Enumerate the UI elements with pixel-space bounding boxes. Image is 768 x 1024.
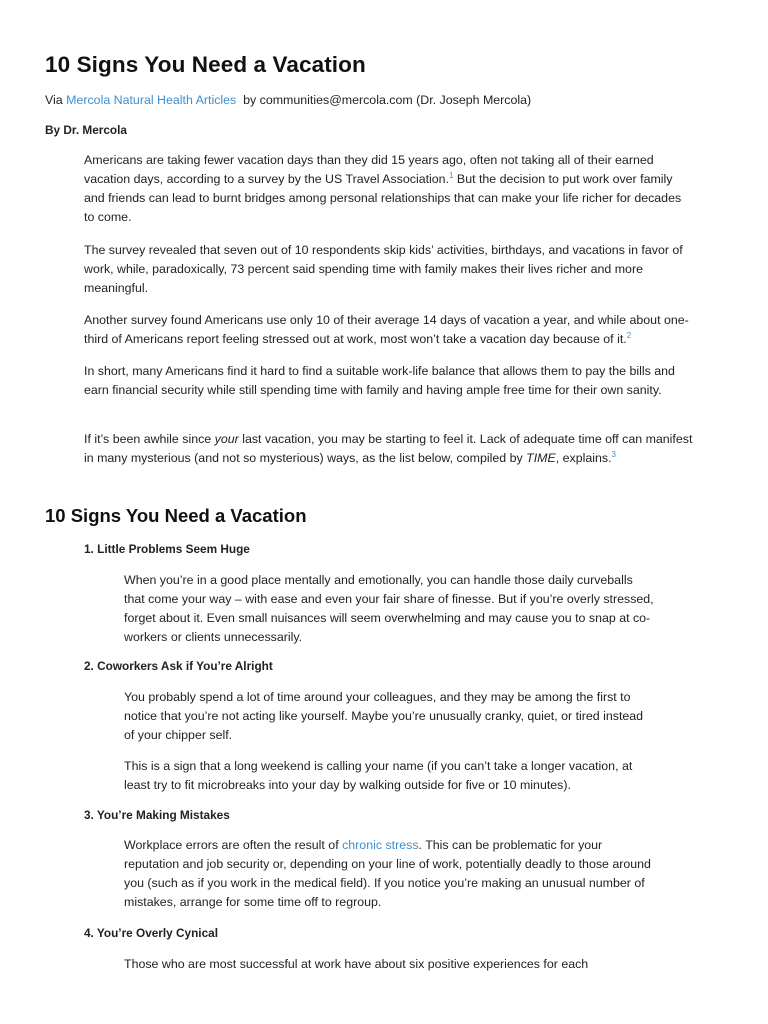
time-magazine-name: TIME [526,451,556,465]
footnote-ref-2[interactable]: 2 [626,331,632,340]
intro-p5-text-b: last vacation, you may be starting to feel it. Lack of adequate time off can manifest in many mysterious (and not so mysterious) ways, as the list below, compiled by [84,432,693,465]
footnote-ref-1[interactable]: 1 [449,171,454,180]
intro-paragraph-3 [84,311,694,349]
intro-paragraph-2: The survey revealed that seven out of 10 respondents skip kids’ activities, birthdays, and vacations in favor of work, while, paradoxically, 73 percent said spending time with family makes their lives richer and more meaningful. [84,243,683,295]
via-prefix: Via [45,93,63,107]
sign-p3-text-b: . This can be problematic for your reputation and job security or, depending on your line of work, potentially deadly to those around you (such as if you work in the medical field). If you notice you’re making an unusual number of mistakes, arrange for some time off to regroup. [124,838,651,909]
footnote-ref-3[interactable]: 3 [611,450,616,459]
sign-paragraph-2a: You probably spend a lot of time around your colleagues, and they may be among the first to notice that you’re not acting like yourself. Maybe you’re unusually cranky, quiet, or tired instead of your chipper self. [124,690,644,742]
sign-p3-text-a: Workplace errors are often the result of [124,838,343,852]
sign-heading-2: 2. Coworkers Ask if You’re Alright [84,659,273,673]
sign-heading-4: 4. You’re Overly Cynical [84,926,218,940]
intro-p1-text-a: Americans are taking fewer vacation days than they did 15 years ago, often not taking all of their earned vacation days, according to a survey by the US Travel Association. [84,153,654,186]
sign-heading-3: 3. You’re Making Mistakes [84,808,230,822]
source-link[interactable]: Mercola Natural Health Articles [66,93,237,107]
sign-heading-1: 1. Little Problems Seem Huge [84,542,250,556]
section-title: 10 Signs You Need a Vacation [45,505,307,526]
sign-paragraph-3 [124,836,654,912]
source-line [45,92,531,108]
intro-p3-text: Another survey found Americans use only 10 of their average 14 days of vacation a year, and while about one-third of Americans report feeling stressed out at work, most won’t take a vacation day because of it. [84,313,689,346]
intro-paragraph-4: In short, many Americans find it hard to find a suitable work-life balance that allows them to pay the bills and earn financial security while still spending time with family and having ample free time for their own sanity. [84,364,675,397]
article-title: 10 Signs You Need a Vacation [45,52,366,77]
intro-p5-text-a: If it’s been awhile since [84,432,215,446]
sign-paragraph-4: Those who are most successful at work have about six positive experiences for each [124,957,589,971]
intro-p1-text-b: But the decision to put work over family and friends can lead to burnt bridges among personal relationships that can make your life richer for decades to come. [84,172,682,224]
chronic-stress-link[interactable]: chronic stress [342,838,419,852]
author-email: by communities@mercola.com (Dr. Joseph Mercola) [243,93,532,107]
intro-p5-text-c: , explains. [555,451,612,465]
byline: By Dr. Mercola [45,123,127,137]
intro-paragraph-1 [84,151,694,227]
intro-paragraph-5 [84,430,694,468]
sign-paragraph-2b: This is a sign that a long weekend is calling your name (if you can’t take a longer vacation, at least try to fit microbreaks into your day by walking outside for five or 10 minutes). [124,759,633,792]
sign-paragraph-1: When you’re in a good place mentally and emotionally, you can handle those daily curveballs that come your way – with ease and even your fair share of finesse. But if you’re overly stressed, forget about it. Even small nuisances will seem overwhelming and may cause you to snap at co-workers or clients unnecessarily. [124,573,654,644]
emphasis-your: your [214,432,239,446]
